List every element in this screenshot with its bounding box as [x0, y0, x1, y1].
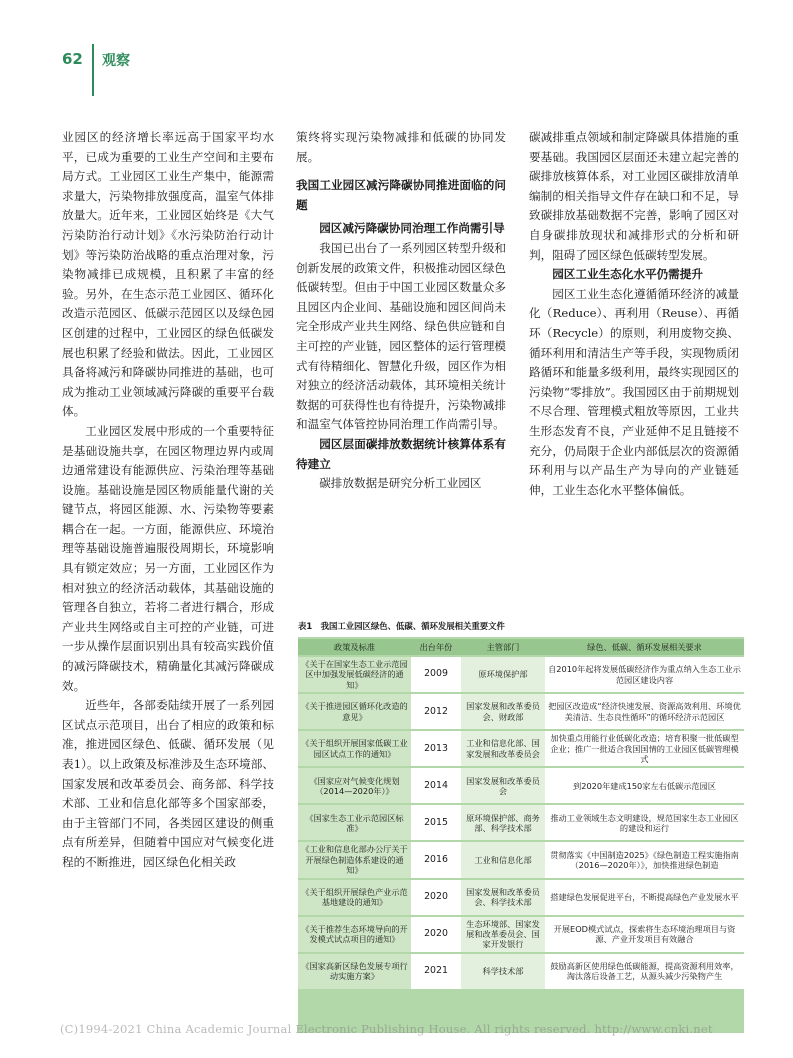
table-row [298, 731, 744, 766]
dept-cell: 工业和信息化部 [461, 842, 545, 877]
year-cell: 2020 [411, 917, 461, 952]
table-row [298, 768, 744, 803]
policy-cell: 《工业和信息化部办公厅关于开展绿色制造体系建设的通知》 [298, 842, 411, 877]
column-header: 绿色、低碳、循环发展相关要求 [545, 639, 744, 655]
requirement-cell: 开展EOD模式试点，探索将生态环境治理项目与资源、产业开发项目有效融合 [545, 917, 744, 952]
paragraph: 策终将实现污染物减排和低碳的协同发展。 [296, 130, 506, 164]
paragraph: 园区工业生态化遵循循环经济的减量化（Reduce）、再利用（Reuse）、再循环（Recycle）的原则，利用废物交换、循环利用和清洁生产等手段，实现物质闭路循环和能量多级利用，最终实现园区的污染物“零排放”。我国园区由于前期规划不尽合理、管理模式粗放等原因，工业共生形态发育不良，产业延伸不足且链接不充分，仍局限于企业内部低层次的资源循环利用与以产品生产为导向的产业链延伸，工业生态化水平整体偏低。 [529, 286, 739, 497]
policy-table [298, 637, 744, 1033]
section-heading: 我国工业园区减污降碳协同推进面临的问题 [296, 178, 506, 212]
column-3 [529, 128, 739, 613]
policy-cell: 《关于在国家生态工业示范园区中加强发展低碳经济的通知》 [298, 657, 411, 692]
table-row [298, 842, 744, 877]
year-cell: 2020 [411, 880, 461, 915]
table-caption: 表1 我国工业园区绿色、低碳、循环发展相关重要文件 [298, 621, 505, 631]
table-row [298, 805, 744, 840]
requirement-cell: 自2010年起将发展低碳经济作为重点纳入生态工业示范园区建设内容 [545, 657, 744, 692]
year-cell: 2014 [411, 768, 461, 803]
policy-cell: 《国家高新区绿色发展专项行动实施方案》 [298, 954, 411, 989]
requirement-cell: 推动工业领域生态文明建设，规范国家生态工业园区的建设和运行 [545, 805, 744, 840]
policy-cell: 《关于组织开展国家低碳工业园区试点工作的通知》 [298, 731, 411, 766]
paragraph: 碳减排重点领域和制定降碳具体措施的重要基础。我国园区层面还未建立起完善的碳排放核算体系，对工业园区碳排放清单编制的相关指导文件存在缺口和不足，导致碳排放基础数据不完善，影响了园区对自身碳排放现状和减排形式的分析和研判，阻碍了园区绿色低碳转型发展。 [529, 130, 739, 262]
column-header: 政策及标准 [298, 639, 411, 655]
column-1 [62, 128, 274, 1048]
page-number: 62 [62, 50, 83, 68]
requirement-cell: 鼓励高新区使用绿色低碳能源，提高资源利用效率，淘汰落后设备工艺，从源头减少污染物产生 [545, 954, 744, 989]
requirement-cell: 加快重点用能行业低碳化改造；培育积聚一批低碳型企业；推广一批适合我国国情的工业园区低碳管理模式 [545, 731, 744, 766]
dept-cell: 原环境保护部 [461, 657, 545, 692]
policy-cell: 《国家应对气候变化规划（2014—2020年）》 [298, 768, 411, 803]
year-cell: 2013 [411, 731, 461, 766]
year-cell: 2021 [411, 954, 461, 989]
table-header-row [298, 639, 744, 655]
paragraph: 业园区的经济增长率远高于国家平均水平，已成为重要的工业生产空间和主要布局方式。工业园区工业生产集中，能源需求量大，污染物排放强度高，温室气体排放量大。近年来，工业园区始终是《大气污染防治行动计划》《水污染防治行动计划》等污染防治战略的重点治理对象，污染物减排已成规模，且积累了丰富的经验。另外，在生态示范工业园区、循环化改造示范园区、低碳示范园区以及绿色园区创建的过程中，工业园区的绿色低碳发展也积累了经验和做法。因此，工业园区具备将减污和降碳协同推进的基础，也可成为推动工业领域减污降碳的重要平台载体。 [62, 130, 274, 419]
subsection-heading: 园区减污降碳协同治理工作尚需引导 [319, 221, 505, 236]
requirement-cell: 搭建绿色发展促进平台，不断提高绿色产业发展水平 [545, 880, 744, 915]
dept-cell: 原环境保护部、商务部、科学技术部 [461, 805, 545, 840]
dept-cell: 国家发展和改革委员会、科学技术部 [461, 880, 545, 915]
requirement-cell: 把园区改造成“经济快速发展、资源高效利用、环境优美清洁、生态良性循环”的循环经济示范园区 [545, 694, 744, 729]
requirement-cell: 到2020年建成150家左右低碳示范园区 [545, 768, 744, 803]
paragraph: 我国已出台了一系列园区转型升级和创新发展的政策文件，积极推动园区绿色低碳转型。但由于中国工业园区数量众多且园区内企业间、基础设施和园区间尚未完全形成产业共生网络、绿色供应链和自主可控的产业链，园区整体的运行管理模式有待精细化、智慧化升级，园区作为相对独立的经济活动载体，其环境相关统计数据的可获得性也有待提升，污染物减排和温室气体管控协同治理工作尚需引导。 [296, 240, 506, 432]
requirement-cell: 贯彻落实《中国制造2025》《绿色制造工程实施指南（2016—2020年）》，加快推进绿色制造 [545, 842, 744, 877]
paragraph: 碳排放数据是研究分析工业园区 [319, 476, 482, 491]
table-row [298, 657, 744, 692]
dept-cell: 生态环境部、国家发展和改革委员会、国家开发银行 [461, 917, 545, 952]
policy-cell: 《关于推荐生态环境导向的开发模式试点项目的通知》 [298, 917, 411, 952]
year-cell: 2012 [411, 694, 461, 729]
dept-cell: 国家发展和改革委员会、财政部 [461, 694, 545, 729]
policy-cell: 《关于组织开展绿色产业示范基地建设的通知》 [298, 880, 411, 915]
table-row [298, 917, 744, 952]
year-cell: 2015 [411, 805, 461, 840]
column-header: 主管部门 [461, 639, 545, 655]
table-row [298, 694, 744, 729]
column-header: 出台年份 [411, 639, 461, 655]
copyright-watermark: (C)1994-2021 China Academic Journal Electronic Publishing House. All rights reserved. http://www.cnki.net [60, 1022, 713, 1036]
table-row [298, 880, 744, 915]
subsection-heading: 园区工业生态化水平仍需提升 [552, 267, 703, 282]
paragraph: 近些年，各部委陆续开展了一系列园区试点示范项目，出台了相应的政策和标准，推进园区绿色、低碳、循环发展（见表1）。以上政策及标准涉及生态环境部、国家发展和改革委员会、商务部、科学技术部、工业和信息化部等多个国家部委，由于主管部门不同，各类园区建设的侧重点有所差异，但随着中国应对气候变化进程的不断推进，园区绿色化相关政 [62, 698, 274, 869]
dept-cell: 工业和信息化部、国家发展和改革委员会 [461, 731, 545, 766]
header-divider [92, 44, 94, 96]
policy-cell: 《关于推进园区循环化改造的意见》 [298, 694, 411, 729]
year-cell: 2009 [411, 657, 461, 692]
year-cell: 2016 [411, 842, 461, 877]
dept-cell: 国家发展和改革委员会 [461, 768, 545, 803]
column-2 [296, 128, 506, 613]
table-row [298, 954, 744, 989]
section-title: 观察 [102, 53, 130, 69]
paragraph: 工业园区发展中形成的一个重要特征是基础设施共享，在园区物理边界内或周边通常建设有能源供应、污染治理等基础设施。基础设施是园区物质能量代谢的关键节点，将园区能源、水、污染物等要素耦合在一起。一方面，能源供应、环境治理等基础设施普遍服役周期长，环境影响具有锁定效应；另一方面，工业园区作为相对独立的经济活动载体，其基础设施的管理各自独立，若将二者进行耦合，形成产业共生网络或自主可控的产业链，可进一步从操作层面识别出具有较高实践价值的减污降碳技术，精确量化其减污降碳成效。 [62, 423, 274, 693]
subsection-heading: 园区层面碳排放数据统计核算体系有待建立 [296, 436, 506, 471]
dept-cell: 科学技术部 [461, 954, 545, 989]
policy-cell: 《国家生态工业示范园区标准》 [298, 805, 411, 840]
